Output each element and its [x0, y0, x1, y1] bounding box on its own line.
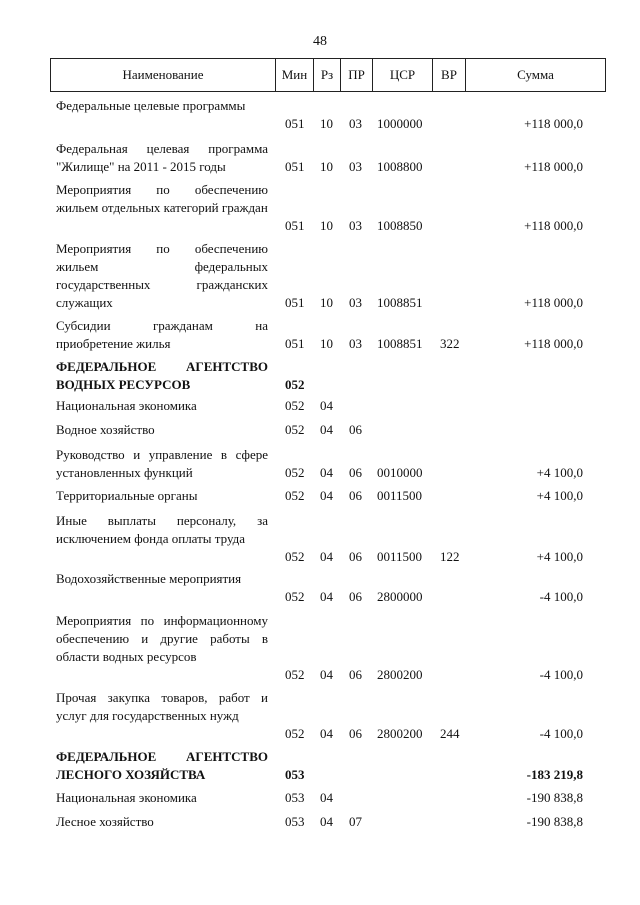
row-pr: 03: [349, 116, 362, 131]
row-min: 052: [285, 422, 305, 437]
table-row: [0, 140, 640, 176]
row-csr: 0010000: [377, 465, 423, 480]
row-name: Субсидии гражданам на приобретение жилья: [56, 318, 268, 351]
table-row: [0, 97, 640, 133]
page-number: 48: [313, 34, 327, 49]
row-name: Мероприятия по обеспечению жильем федеральных государственных гражданских служащих: [56, 241, 268, 310]
header-rz: Рз: [314, 59, 341, 91]
row-name: Иные выплаты персоналу, за исключением фонда оплаты труда: [56, 513, 268, 546]
header-pr: ПР: [341, 59, 373, 91]
table-row: [0, 397, 640, 415]
row-rz: 10: [320, 116, 333, 131]
row-rz: 04: [320, 726, 333, 741]
row-min: 051: [285, 336, 305, 351]
table-row: [0, 612, 640, 684]
row-sum: +4 100,0: [536, 549, 583, 564]
table-row: [0, 512, 640, 566]
row-rz: 10: [320, 159, 333, 174]
row-csr: 1008851: [377, 336, 423, 351]
row-pr: 06: [349, 422, 362, 437]
row-name: Руководство и управление в сфере установленных функций: [56, 447, 268, 480]
row-rz: 04: [320, 398, 333, 413]
row-pr: 06: [349, 549, 362, 564]
table-row: [0, 446, 640, 482]
row-min: 052: [285, 589, 305, 604]
row-rz: 04: [320, 790, 333, 805]
row-min: 051: [285, 295, 305, 310]
row-sum: +118 000,0: [524, 295, 583, 310]
row-name: Федеральная целевая программа "Жилище" на 2011 - 2015 годы: [56, 141, 268, 174]
row-rz: 04: [320, 422, 333, 437]
row-pr: 06: [349, 589, 362, 604]
row-rz: 04: [320, 488, 333, 503]
row-name: Водохозяйственные мероприятия: [56, 571, 242, 586]
row-min: 052: [285, 377, 305, 392]
row-min: 053: [285, 767, 305, 782]
table-row: [0, 358, 640, 394]
table-row: [0, 240, 640, 312]
row-vr: 322: [440, 336, 460, 351]
row-pr: 03: [349, 218, 362, 233]
row-name: Территориальные органы: [56, 488, 198, 503]
row-pr: 06: [349, 667, 362, 682]
row-sum: -190 838,8: [526, 790, 583, 805]
row-name: Национальная экономика: [56, 790, 197, 805]
row-min: 051: [285, 116, 305, 131]
row-sum: -183 219,8: [526, 767, 583, 782]
row-sum: -4 100,0: [539, 726, 583, 741]
table-row: [0, 748, 640, 784]
row-pr: 03: [349, 336, 362, 351]
row-min: 051: [285, 218, 305, 233]
header-min: Мин: [276, 59, 314, 91]
row-csr: 1008850: [377, 218, 423, 233]
row-min: 053: [285, 790, 305, 805]
row-min: 052: [285, 549, 305, 564]
row-name: Национальная экономика: [56, 398, 197, 413]
row-name: Мероприятия по обеспечению жильем отдельных категорий граждан: [56, 182, 268, 215]
row-vr: 244: [440, 726, 460, 741]
row-min: 051: [285, 159, 305, 174]
row-csr: 2800200: [377, 667, 423, 682]
table-header: [50, 58, 606, 92]
header-name: Наименование: [50, 59, 276, 91]
table-row: [0, 789, 640, 807]
row-sum: -4 100,0: [539, 589, 583, 604]
row-sum: +4 100,0: [536, 465, 583, 480]
row-csr: 0011500: [377, 549, 423, 564]
row-name: Прочая закупка товаров, работ и услуг для государственных нужд: [56, 690, 268, 723]
row-pr: 03: [349, 159, 362, 174]
table-row: [0, 689, 640, 743]
row-min: 052: [285, 465, 305, 480]
row-rz: 04: [320, 667, 333, 682]
row-rz: 10: [320, 336, 333, 351]
row-csr: 2800200: [377, 726, 423, 741]
header-vr: ВР: [433, 59, 466, 91]
table-row: [0, 181, 640, 235]
table-row: [0, 317, 640, 353]
row-rz: 10: [320, 218, 333, 233]
row-name: Федеральные целевые программы: [56, 98, 246, 113]
row-pr: 06: [349, 726, 362, 741]
row-min: 053: [285, 814, 305, 829]
row-sum: +118 000,0: [524, 116, 583, 131]
row-rz: 04: [320, 589, 333, 604]
row-sum: -4 100,0: [539, 667, 583, 682]
row-sum: -190 838,8: [526, 814, 583, 829]
row-name: ФЕДЕРАЛЬНОЕ АГЕНТСТВО ЛЕСНОГО ХОЗЯЙСТВА: [56, 749, 268, 782]
row-name: Водное хозяйство: [56, 422, 155, 437]
row-csr: 1000000: [377, 116, 423, 131]
header-csr: ЦСР: [373, 59, 433, 91]
row-csr: 2800000: [377, 589, 423, 604]
row-min: 052: [285, 488, 305, 503]
row-rz: 04: [320, 549, 333, 564]
table-row: [0, 570, 640, 606]
row-pr: 03: [349, 295, 362, 310]
header-sum: Сумма: [466, 59, 606, 91]
row-sum: +4 100,0: [536, 488, 583, 503]
row-rz: 04: [320, 814, 333, 829]
row-rz: 04: [320, 465, 333, 480]
row-sum: +118 000,0: [524, 336, 583, 351]
row-min: 052: [285, 667, 305, 682]
row-min: 052: [285, 726, 305, 741]
table-row: [0, 487, 640, 505]
row-pr: 07: [349, 814, 362, 829]
row-vr: 122: [440, 549, 460, 564]
row-rz: 10: [320, 295, 333, 310]
table-row: [0, 813, 640, 831]
row-pr: 06: [349, 465, 362, 480]
row-sum: +118 000,0: [524, 159, 583, 174]
row-sum: +118 000,0: [524, 218, 583, 233]
row-name: Мероприятия по информационному обеспечению и другие работы в области водных ресурсов: [56, 613, 268, 664]
row-pr: 06: [349, 488, 362, 503]
table-row: [0, 421, 640, 439]
row-csr: 1008851: [377, 295, 423, 310]
row-name: ФЕДЕРАЛЬНОЕ АГЕНТСТВО ВОДНЫХ РЕСУРСОВ: [56, 359, 268, 392]
row-name: Лесное хозяйство: [56, 814, 154, 829]
row-min: 052: [285, 398, 305, 413]
row-csr: 1008800: [377, 159, 423, 174]
row-csr: 0011500: [377, 488, 423, 503]
